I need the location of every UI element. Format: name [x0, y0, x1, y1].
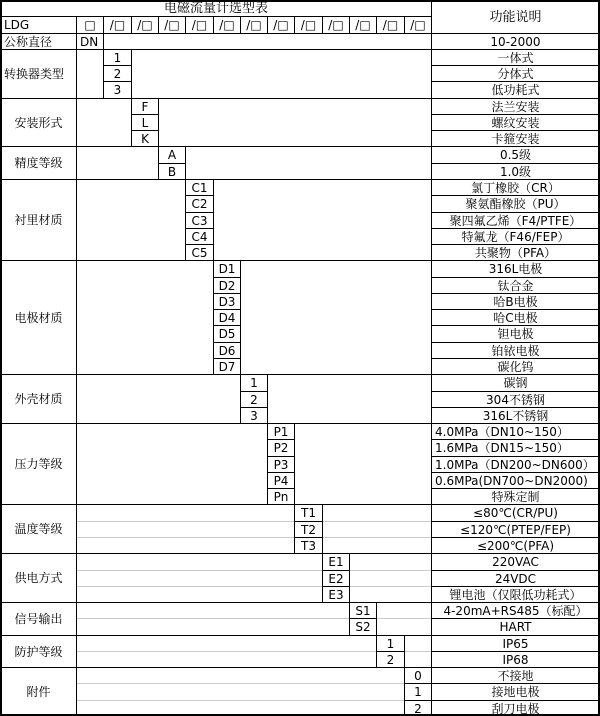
function-description: 钽电极: [431, 325, 600, 343]
model-segment-cell: /□: [185, 16, 214, 34]
row-gridline: [77, 537, 431, 538]
model-segment-cell: /□: [349, 16, 377, 34]
category-label: 供电方式: [0, 553, 77, 603]
function-description: 铂铱电极: [431, 342, 600, 359]
option-code: D4: [213, 309, 241, 326]
function-description: HART: [431, 618, 600, 636]
category-label: 公称直径: [0, 33, 77, 50]
option-code: S1: [349, 602, 377, 619]
function-description: 接地电极: [431, 683, 600, 701]
function-description: 哈C电极: [431, 309, 600, 326]
option-code: 1: [103, 49, 132, 66]
function-description: IP68: [431, 651, 600, 668]
category-label: 信号输出: [0, 602, 77, 636]
function-description: 螺纹安装: [431, 114, 600, 131]
function-description: 碳钢: [431, 374, 600, 392]
option-code: D7: [213, 358, 241, 375]
category-label: 电极材质: [0, 260, 77, 375]
model-segment-cell: /□: [404, 16, 432, 34]
option-code: P1: [267, 423, 295, 440]
category-label: 温度等级: [0, 504, 77, 554]
option-code: P2: [267, 439, 295, 457]
option-code: 3: [240, 407, 268, 424]
option-code: C2: [185, 195, 214, 213]
option-code: L: [131, 114, 159, 131]
function-description: 1.6MPa（DN15~150）: [431, 439, 600, 457]
option-code: D1: [213, 260, 241, 278]
function-description: 聚氨酯橡胶（PU）: [431, 195, 600, 213]
option-code: K: [131, 130, 159, 147]
option-code: D6: [213, 342, 241, 359]
function-description: 碳化钨: [431, 358, 600, 375]
category-label: 防护等级: [0, 635, 77, 668]
function-description: IP65: [431, 635, 600, 652]
category-label: 转换器类型: [0, 49, 77, 99]
function-description: ≤80℃(CR/PU): [431, 504, 600, 522]
function-description: 0.6MPa(DN700~DN2000): [431, 472, 600, 489]
model-segment-cell: /□: [158, 16, 186, 34]
option-code: 1: [376, 635, 405, 652]
option-code: S2: [349, 618, 377, 636]
function-column-header: 功能说明: [431, 0, 600, 34]
function-description: 不接地: [431, 667, 600, 684]
model-segment-cell: /□: [213, 16, 241, 34]
option-code: 2: [103, 65, 132, 82]
function-description: 哈B电极: [431, 293, 600, 310]
option-code: 0: [404, 667, 432, 684]
option-code: P4: [267, 472, 295, 489]
option-code: C1: [185, 179, 214, 196]
function-description: 220VAC: [431, 553, 600, 571]
function-description: 一体式: [431, 49, 600, 66]
function-description: 特殊定制: [431, 488, 600, 505]
function-description: 法兰安装: [431, 98, 600, 115]
option-code: E1: [322, 553, 350, 571]
model-segment-cell: /□: [267, 16, 295, 34]
option-code: T2: [294, 521, 323, 538]
function-description: 24VDC: [431, 570, 600, 587]
option-code: Pn: [267, 488, 295, 505]
function-description: ≤200℃(PFA): [431, 537, 600, 554]
function-description: 卡箍安装: [431, 130, 600, 147]
option-code: C5: [185, 244, 214, 261]
model-segment-cell: /□: [131, 16, 159, 34]
row-gridline: [77, 586, 431, 587]
function-description: 316L电极: [431, 260, 600, 278]
row-gridline: [77, 683, 431, 684]
option-code: T3: [294, 537, 323, 554]
option-code: E2: [322, 570, 350, 587]
option-code: F: [131, 98, 159, 115]
option-code: 2: [240, 391, 268, 408]
model-segment-cell: /□: [294, 16, 323, 34]
function-description: 316L不锈钢: [431, 407, 600, 424]
model-base-cell: □: [76, 16, 104, 34]
function-description: ≤120℃(PTEP/FEP): [431, 521, 600, 538]
option-code: 1: [404, 683, 432, 701]
function-description: 10-2000: [431, 33, 600, 50]
model-prefix: LDG: [0, 16, 77, 34]
category-label: 安装形式: [0, 98, 77, 147]
function-description: 特氟龙（F46/FEP）: [431, 228, 600, 245]
function-description: 1.0MPa（DN200~DN600）: [431, 456, 600, 473]
model-segment-cell: /□: [103, 16, 132, 34]
option-code: D3: [213, 293, 241, 310]
row-gridline: [77, 700, 431, 701]
option-code: C4: [185, 228, 214, 245]
option-code: 1: [240, 374, 268, 392]
category-label: 外壳材质: [0, 374, 77, 424]
function-description: 4-20mA+RS485（标配）: [431, 602, 600, 619]
row-gridline: [77, 570, 431, 571]
option-code: D2: [213, 277, 241, 294]
function-description: 0.5级: [431, 146, 600, 164]
option-code: 2: [376, 651, 405, 668]
option-code: 2: [404, 700, 432, 716]
option-code: 3: [103, 81, 132, 99]
category-label: 衬里材质: [0, 179, 77, 261]
category-label: 附件: [0, 667, 77, 716]
option-code: P3: [267, 456, 295, 473]
category-label: 精度等级: [0, 146, 77, 180]
function-description: 低功耗式: [431, 81, 600, 99]
row-gridline: [77, 521, 431, 522]
function-description: 304不锈钢: [431, 391, 600, 408]
option-code: B: [158, 163, 186, 180]
function-description: 刮刀电极: [431, 700, 600, 716]
function-description: 共聚物（PFA）: [431, 244, 600, 261]
function-description: 1.0级: [431, 163, 600, 180]
function-description: 氯丁橡胶（CR）: [431, 179, 600, 196]
function-description: 钛合金: [431, 277, 600, 294]
option-code: A: [158, 146, 186, 164]
option-code: C3: [185, 212, 214, 229]
option-code: E3: [322, 586, 350, 603]
model-segment-cell: /□: [322, 16, 350, 34]
function-description: 锂电池（仅限低功耗式）: [431, 586, 600, 603]
model-segment-cell: /□: [376, 16, 405, 34]
category-label: 压力等级: [0, 423, 77, 505]
row-gridline: [77, 618, 431, 619]
model-segment-cell: /□: [240, 16, 268, 34]
function-description: 分体式: [431, 65, 600, 82]
option-code: T1: [294, 504, 323, 522]
table-title: 电磁流量计选型表: [0, 0, 432, 17]
option-code: DN: [76, 33, 104, 50]
option-code: D5: [213, 325, 241, 343]
function-description: 聚四氟乙烯（F4/PTFE）: [431, 212, 600, 229]
function-description: 4.0MPa（DN10~150）: [431, 423, 600, 440]
